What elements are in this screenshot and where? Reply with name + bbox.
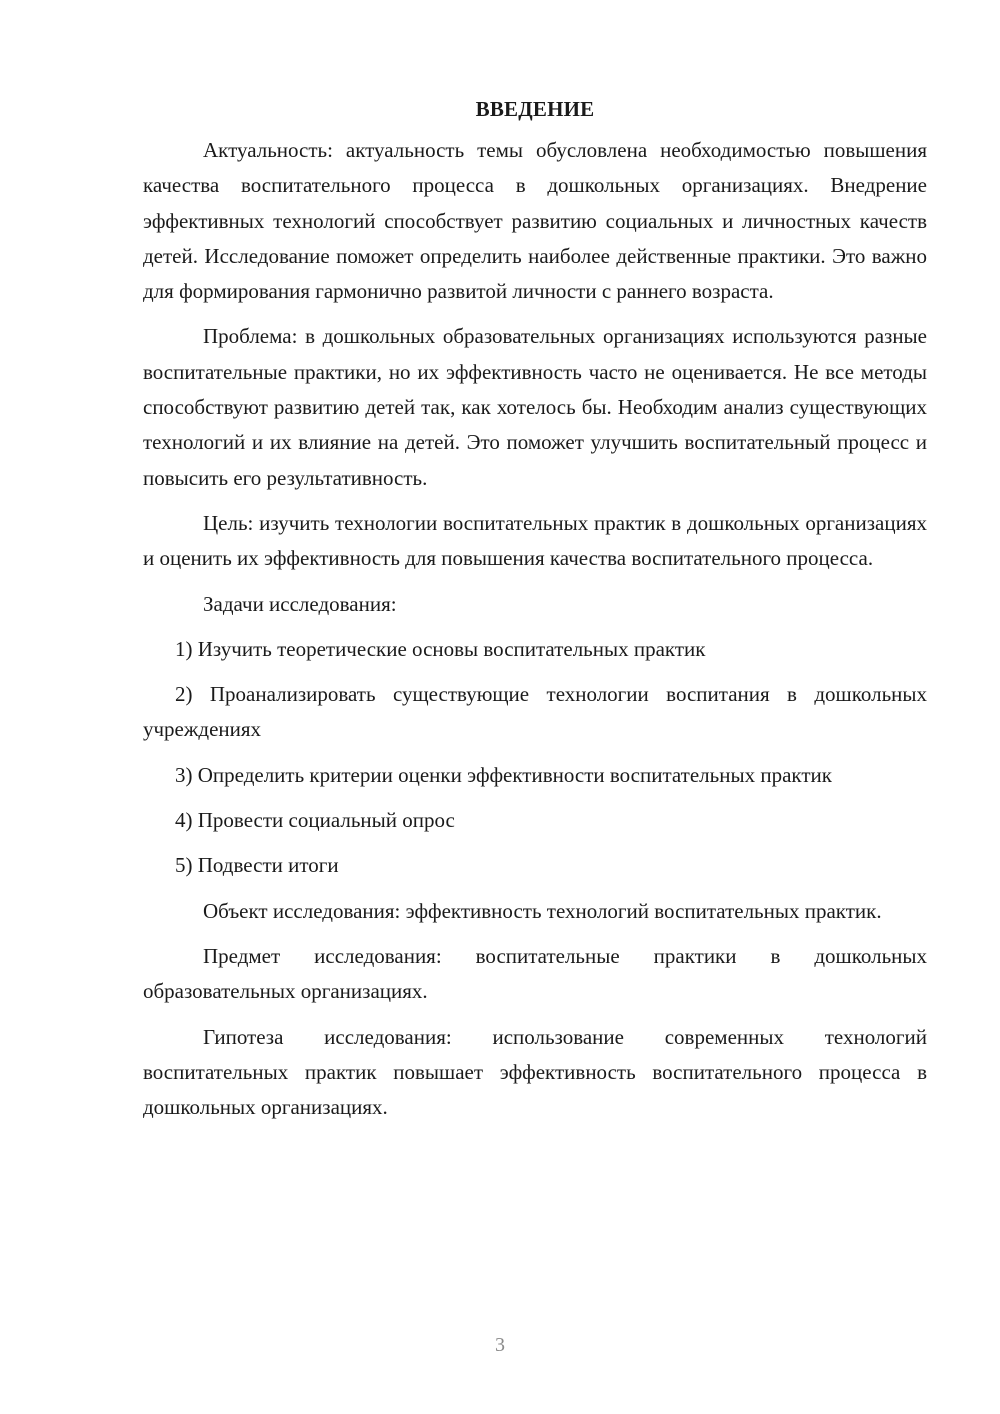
paragraph-relevance: Актуальность: актуальность темы обусловлена необходимостью повышения качества воспитательного процесса в дошкольных организациях. Внедрение эффективных технологий способствует развитию социальных и личностных качеств детей. Исследование поможет определить наиболее действенные практики. Это важно для формирования гармонично развитой личности с раннего возраста. bbox=[143, 138, 927, 304]
document-page bbox=[143, 92, 927, 1135]
task-item-2: 2) Проанализировать существующие технологии воспитания в дошкольных учреждениях bbox=[143, 682, 927, 742]
page-number: 3 bbox=[495, 1334, 505, 1356]
paragraph-hypothesis: Гипотеза исследования: использование современных технологий воспитательных практик повышает эффективность воспитательного процесса в дошкольных организациях. bbox=[143, 1024, 927, 1120]
task-item-4: 4) Провести социальный опрос bbox=[175, 808, 455, 833]
task-item-3: 3) Определить критерии оценки эффективности воспитательных практик bbox=[175, 762, 832, 787]
section-title: ВВЕДЕНИЕ bbox=[475, 97, 595, 121]
paragraph-problem: Проблема: в дошкольных образовательных организациях используются разные воспитательные практики, но их эффективность часто не оценивается. Не все методы способствуют развитию детей так, как хотелось бы. Необходим анализ существующих технологий и их влияние на детей. Это поможет улучшить воспитательный процесс и повысить его результативность. bbox=[143, 324, 927, 490]
task-item-1: 1) Изучить теоретические основы воспитательных практик bbox=[175, 636, 706, 661]
task-item-5: 5) Подвести итоги bbox=[175, 853, 339, 878]
paragraph-tasks-heading: Задачи исследования: bbox=[203, 591, 397, 616]
paragraph-subject: Предмет исследования: воспитательные практики в дошкольных образовательных организациях. bbox=[143, 943, 927, 1004]
paragraph-object: Объект исследования: эффективность технологий воспитательных практик. bbox=[203, 898, 882, 923]
paragraph-goal: Цель: изучить технологии воспитательных практик в дошкольных организациях и оценить их эффективность для повышения качества воспитательного процесса. bbox=[143, 510, 927, 571]
